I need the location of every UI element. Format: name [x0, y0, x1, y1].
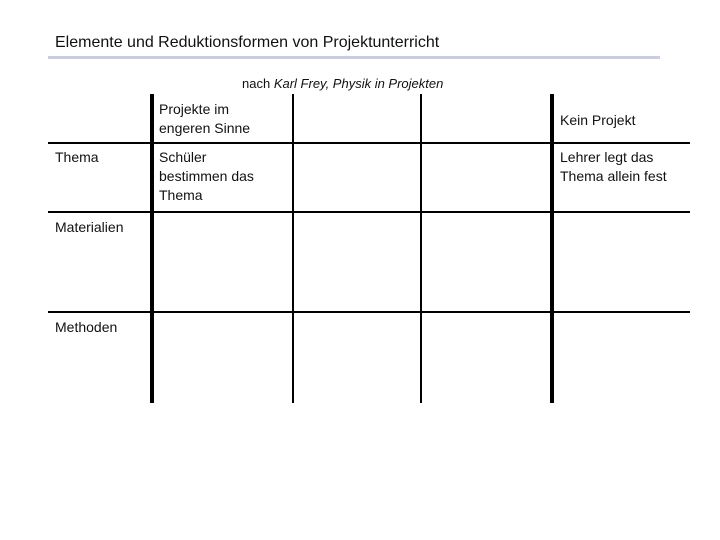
subtitle-prefix: nach: [242, 76, 274, 91]
source-subtitle: [242, 76, 443, 92]
cell-thema-projekte-im-engeren-sinne: Schüler bestimmen das Thema: [159, 149, 254, 203]
grid-line-column-2: [292, 94, 294, 403]
cell-thema-kein-projekt: Lehrer legt das Thema allein fest: [560, 149, 667, 184]
row-label-materialien: Materialien: [55, 219, 124, 235]
grid-line-column-4: [550, 94, 554, 403]
row-label-thema: Thema: [55, 149, 99, 165]
row-label-methoden: Methoden: [55, 319, 118, 335]
grid-line-column-3: [420, 94, 422, 403]
column-header-kein-projekt: Kein Projekt: [560, 112, 636, 128]
grid-line-row-materialien: [48, 311, 690, 313]
slide-title: Elemente und Reduktionsformen von Projektunterricht: [55, 34, 440, 51]
column-header-projekte-im-engeren-sinne: Projekte im engeren Sinne: [159, 101, 251, 136]
grid-line-label-column: [150, 94, 154, 403]
subtitle-source: Karl Frey, Physik in Projekten: [273, 76, 444, 91]
grid-line-header: [48, 142, 690, 144]
title-underline: [48, 56, 660, 59]
grid-line-row-thema: [48, 211, 690, 213]
